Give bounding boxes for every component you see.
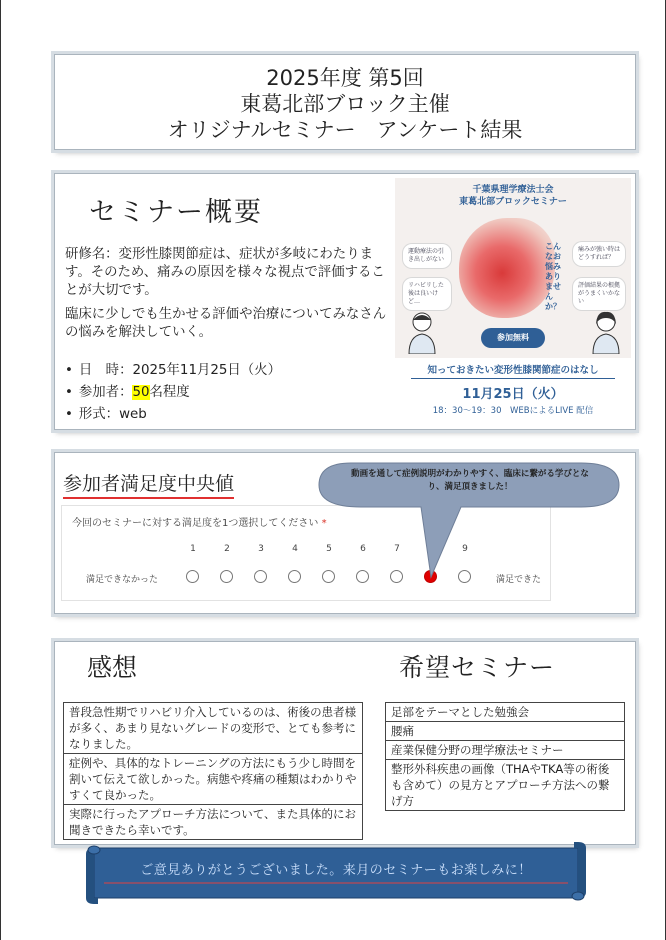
flyer-bubble-2: リハビリした後は良いけど… (403, 278, 451, 310)
request-item: 産業保健分野の理学療法セミナー (385, 741, 625, 760)
scale-radio-3[interactable] (254, 570, 267, 583)
title-line-1: 2025年度 第5回 (266, 66, 424, 90)
overview-participants-item (65, 382, 395, 404)
overview-paragraph-1: 研修名：変形性膝関節症は、症状が多岐にわたります。そのため、痛みの原因を様々な視点で評価することが大切です。 (65, 247, 385, 298)
scale-number-9: 9 (462, 544, 468, 554)
flyer-date: 11月25日（火） (462, 387, 564, 402)
person-right-icon (591, 310, 621, 354)
scale-low-label: 満足できなかった (86, 575, 159, 585)
scale-radio-4[interactable] (288, 570, 301, 583)
impressions-heading: 感想 (87, 653, 138, 682)
participants-suffix: 名程度 (149, 385, 190, 400)
required-mark: * (321, 518, 327, 529)
overview-paragraph-2: 臨床に少しでも生かせる評価や治療についてみなさんの悩みを解決していく。 (65, 307, 387, 340)
impression-item: 症例や、具体的なトレーニングの方法にもう少し時間を割いて伝えて欲しかった。病態や疼痛の種類はわかりやすくて良かった。 (63, 754, 363, 805)
flyer-bubble-1: 運動療法の引き出しがない (403, 244, 451, 268)
survey-question-text: 今回のセミナーに対する満足度を1つ選択してください (72, 518, 319, 529)
title-card (54, 54, 636, 150)
flyer-subtitle: 知っておきたい変形性膝関節症のはなし (427, 365, 599, 376)
scale-high-label: 満足できた (496, 575, 542, 585)
flyer-org-line-2: 東葛北部ブロックセミナー (459, 197, 567, 207)
satisfaction-heading: 参加者満足度中央値 (63, 469, 234, 499)
format-label: 形式： (78, 407, 120, 422)
overview-format-item (65, 404, 395, 426)
flyer-time: 18：30〜19：30 WEBによるLIVE 配信 (432, 406, 594, 416)
overview-card (54, 173, 636, 430)
date-label: 日 時： (78, 363, 133, 378)
scale-radio-2[interactable] (220, 570, 233, 583)
scale-number-4: 4 (292, 544, 298, 554)
flyer-center-text: こんなお悩みありませんか？ (545, 242, 561, 311)
scale-radio-1[interactable] (186, 570, 199, 583)
callout-text: 動画を通して症例説明がわかりやすく、臨床に繋がる学びとなり、満足頂きました！ (351, 469, 589, 492)
flyer-divider (411, 378, 615, 379)
format-value: web (119, 407, 147, 422)
scale-number-7: 7 (394, 544, 400, 554)
impressions-list (63, 702, 363, 840)
request-item: 足部をテーマとした勉強会 (385, 702, 625, 722)
scale-number-5: 5 (326, 544, 332, 554)
requests-heading: 希望セミナー (399, 653, 556, 682)
scale-number-3: 3 (258, 544, 264, 554)
seminar-flyer (395, 178, 631, 427)
feedback-card (54, 641, 636, 845)
survey-question (72, 514, 327, 529)
satisfaction-card (54, 452, 636, 614)
overview-body (65, 246, 395, 348)
scale-number-1: 1 (190, 544, 196, 554)
knee-illustration (459, 218, 555, 318)
flyer-org-line-1: 千葉県理学療法士会 (472, 185, 554, 195)
request-item: 整形外科疾患の画像（THAやTKA等の術後も含めて）の見方とアプローチ方法への繋げ方 (385, 760, 625, 811)
requests-list (385, 702, 625, 811)
date-value: 2025年11月25日（火） (132, 363, 281, 378)
title-line-3: オリジナルセミナー アンケート結果 (167, 118, 523, 142)
participants-label: 参加者： (78, 385, 133, 400)
title-line-2: 東葛北部ブロック主催 (240, 92, 450, 116)
overview-date-item (65, 360, 395, 382)
scale-number-2: 2 (224, 544, 230, 554)
flyer-free-badge: 参加無料 (481, 328, 545, 348)
overview-details-list (65, 360, 395, 426)
scale-number-6: 6 (360, 544, 366, 554)
participants-count: 50 (132, 385, 150, 400)
flyer-bubble-3: 痛みが強い時はどうすれば？ (573, 242, 625, 266)
person-left-icon (407, 310, 437, 354)
impression-item: 普段急性期でリハビリ介入しているのは、術後の患者様が多く、あまり見ないグレードの変形で、とても参考になりました。 (63, 702, 363, 754)
overview-heading: セミナー概要 (89, 197, 263, 228)
closing-message: ご意見ありがとうございました。来月のセミナーもお楽しみに！ (140, 863, 532, 878)
request-item: 腰痛 (385, 722, 625, 741)
flyer-bubble-4: 評価結果の根拠がうまくいかない (573, 278, 625, 310)
impression-item: 実際に行ったアプローチ方法について、また具体的にお聞きできたら幸いです。 (63, 805, 363, 840)
